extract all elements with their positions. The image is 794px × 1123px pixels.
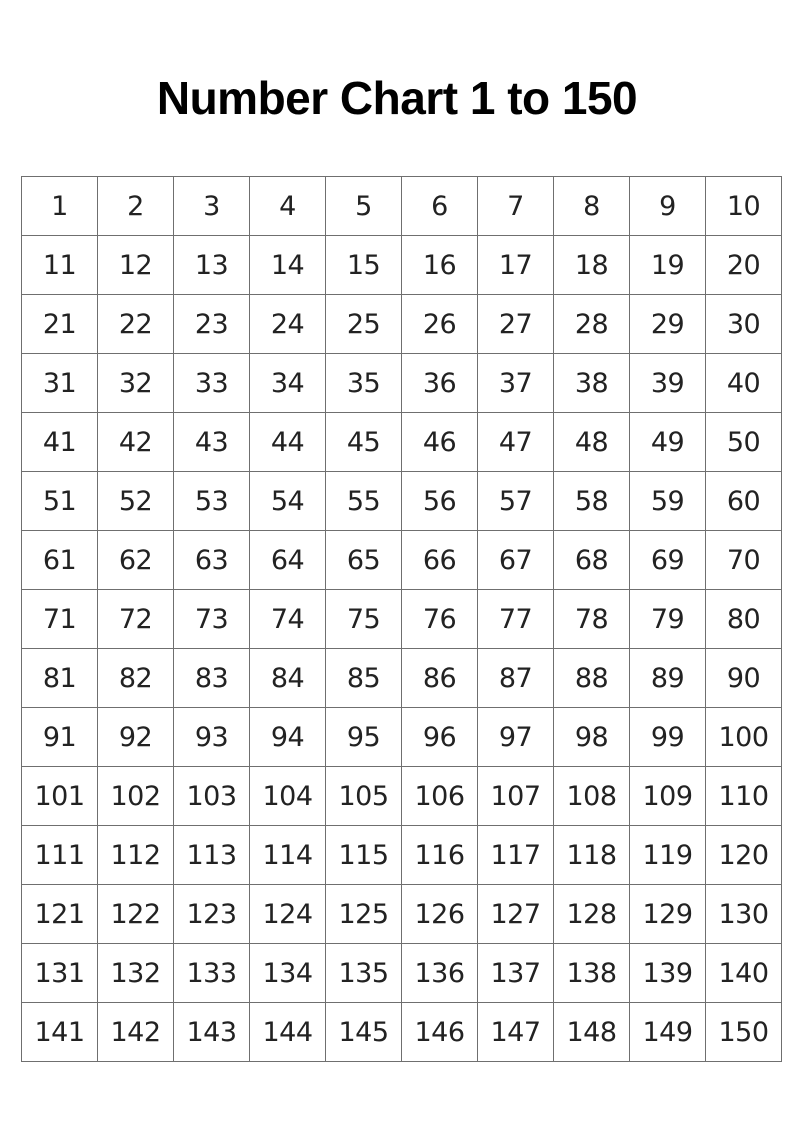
number-cell: 101 xyxy=(22,767,98,826)
number-cell: 116 xyxy=(402,826,478,885)
grid-row xyxy=(22,767,782,826)
number-cell: 96 xyxy=(402,708,478,767)
number-cell: 82 xyxy=(98,649,174,708)
number-cell: 27 xyxy=(478,295,554,354)
number-cell: 99 xyxy=(630,708,706,767)
number-cell: 23 xyxy=(174,295,250,354)
grid-row xyxy=(22,236,782,295)
number-cell: 8 xyxy=(554,177,630,236)
number-cell: 57 xyxy=(478,472,554,531)
number-cell: 61 xyxy=(22,531,98,590)
number-cell: 81 xyxy=(22,649,98,708)
number-cell: 21 xyxy=(22,295,98,354)
number-cell: 79 xyxy=(630,590,706,649)
number-cell: 67 xyxy=(478,531,554,590)
number-cell: 145 xyxy=(326,1003,402,1062)
number-cell: 6 xyxy=(402,177,478,236)
number-cell: 143 xyxy=(174,1003,250,1062)
number-cell: 46 xyxy=(402,413,478,472)
number-grid xyxy=(21,176,782,1062)
number-cell: 85 xyxy=(326,649,402,708)
number-cell: 45 xyxy=(326,413,402,472)
number-cell: 31 xyxy=(22,354,98,413)
number-cell: 68 xyxy=(554,531,630,590)
grid-row xyxy=(22,826,782,885)
number-cell: 11 xyxy=(22,236,98,295)
number-cell: 37 xyxy=(478,354,554,413)
number-cell: 129 xyxy=(630,885,706,944)
grid-row xyxy=(22,354,782,413)
number-cell: 149 xyxy=(630,1003,706,1062)
number-cell: 136 xyxy=(402,944,478,1003)
number-cell: 24 xyxy=(250,295,326,354)
number-cell: 3 xyxy=(174,177,250,236)
number-cell: 123 xyxy=(174,885,250,944)
number-cell: 137 xyxy=(478,944,554,1003)
number-cell: 106 xyxy=(402,767,478,826)
number-cell: 113 xyxy=(174,826,250,885)
number-cell: 12 xyxy=(98,236,174,295)
number-cell: 89 xyxy=(630,649,706,708)
number-cell: 91 xyxy=(22,708,98,767)
number-cell: 84 xyxy=(250,649,326,708)
number-cell: 43 xyxy=(174,413,250,472)
number-cell: 41 xyxy=(22,413,98,472)
number-cell: 73 xyxy=(174,590,250,649)
number-cell: 25 xyxy=(326,295,402,354)
number-cell: 148 xyxy=(554,1003,630,1062)
number-cell: 59 xyxy=(630,472,706,531)
number-cell: 5 xyxy=(326,177,402,236)
number-cell: 104 xyxy=(250,767,326,826)
number-cell: 35 xyxy=(326,354,402,413)
number-cell: 110 xyxy=(706,767,782,826)
grid-row xyxy=(22,649,782,708)
number-cell: 130 xyxy=(706,885,782,944)
number-cell: 103 xyxy=(174,767,250,826)
number-cell: 92 xyxy=(98,708,174,767)
number-cell: 115 xyxy=(326,826,402,885)
number-cell: 2 xyxy=(98,177,174,236)
grid-row xyxy=(22,885,782,944)
number-cell: 50 xyxy=(706,413,782,472)
number-cell: 58 xyxy=(554,472,630,531)
number-cell: 13 xyxy=(174,236,250,295)
number-cell: 20 xyxy=(706,236,782,295)
grid-row xyxy=(22,590,782,649)
number-cell: 125 xyxy=(326,885,402,944)
number-cell: 94 xyxy=(250,708,326,767)
number-cell: 146 xyxy=(402,1003,478,1062)
number-cell: 117 xyxy=(478,826,554,885)
number-cell: 121 xyxy=(22,885,98,944)
number-cell: 33 xyxy=(174,354,250,413)
number-cell: 29 xyxy=(630,295,706,354)
number-cell: 107 xyxy=(478,767,554,826)
number-cell: 53 xyxy=(174,472,250,531)
number-cell: 83 xyxy=(174,649,250,708)
number-cell: 18 xyxy=(554,236,630,295)
number-cell: 49 xyxy=(630,413,706,472)
number-cell: 16 xyxy=(402,236,478,295)
number-cell: 62 xyxy=(98,531,174,590)
number-cell: 40 xyxy=(706,354,782,413)
number-cell: 38 xyxy=(554,354,630,413)
number-cell: 54 xyxy=(250,472,326,531)
number-cell: 17 xyxy=(478,236,554,295)
number-cell: 26 xyxy=(402,295,478,354)
number-cell: 150 xyxy=(706,1003,782,1062)
number-cell: 112 xyxy=(98,826,174,885)
number-cell: 56 xyxy=(402,472,478,531)
number-cell: 131 xyxy=(22,944,98,1003)
number-cell: 69 xyxy=(630,531,706,590)
number-cell: 76 xyxy=(402,590,478,649)
number-cell: 63 xyxy=(174,531,250,590)
number-cell: 39 xyxy=(630,354,706,413)
number-cell: 95 xyxy=(326,708,402,767)
number-cell: 118 xyxy=(554,826,630,885)
number-cell: 127 xyxy=(478,885,554,944)
number-cell: 22 xyxy=(98,295,174,354)
grid-row xyxy=(22,413,782,472)
number-cell: 109 xyxy=(630,767,706,826)
number-cell: 72 xyxy=(98,590,174,649)
number-cell: 77 xyxy=(478,590,554,649)
number-cell: 97 xyxy=(478,708,554,767)
number-cell: 71 xyxy=(22,590,98,649)
number-cell: 139 xyxy=(630,944,706,1003)
number-cell: 124 xyxy=(250,885,326,944)
number-cell: 135 xyxy=(326,944,402,1003)
grid-row xyxy=(22,472,782,531)
number-cell: 142 xyxy=(98,1003,174,1062)
number-cell: 147 xyxy=(478,1003,554,1062)
number-cell: 132 xyxy=(98,944,174,1003)
number-cell: 114 xyxy=(250,826,326,885)
number-cell: 141 xyxy=(22,1003,98,1062)
number-cell: 51 xyxy=(22,472,98,531)
number-cell: 108 xyxy=(554,767,630,826)
grid-row xyxy=(22,944,782,1003)
number-cell: 133 xyxy=(174,944,250,1003)
number-cell: 80 xyxy=(706,590,782,649)
number-cell: 60 xyxy=(706,472,782,531)
number-grid-body xyxy=(22,177,782,1062)
number-cell: 93 xyxy=(174,708,250,767)
number-cell: 78 xyxy=(554,590,630,649)
number-cell: 105 xyxy=(326,767,402,826)
grid-row xyxy=(22,295,782,354)
number-cell: 75 xyxy=(326,590,402,649)
number-cell: 144 xyxy=(250,1003,326,1062)
number-cell: 88 xyxy=(554,649,630,708)
number-cell: 32 xyxy=(98,354,174,413)
number-cell: 119 xyxy=(630,826,706,885)
number-cell: 64 xyxy=(250,531,326,590)
number-cell: 66 xyxy=(402,531,478,590)
number-cell: 28 xyxy=(554,295,630,354)
number-cell: 42 xyxy=(98,413,174,472)
number-cell: 55 xyxy=(326,472,402,531)
number-cell: 52 xyxy=(98,472,174,531)
number-cell: 65 xyxy=(326,531,402,590)
grid-row xyxy=(22,531,782,590)
number-cell: 111 xyxy=(22,826,98,885)
number-cell: 87 xyxy=(478,649,554,708)
number-cell: 70 xyxy=(706,531,782,590)
number-cell: 140 xyxy=(706,944,782,1003)
number-cell: 44 xyxy=(250,413,326,472)
number-cell: 134 xyxy=(250,944,326,1003)
number-cell: 19 xyxy=(630,236,706,295)
number-cell: 90 xyxy=(706,649,782,708)
number-cell: 9 xyxy=(630,177,706,236)
grid-row xyxy=(22,177,782,236)
number-cell: 138 xyxy=(554,944,630,1003)
number-cell: 122 xyxy=(98,885,174,944)
number-cell: 36 xyxy=(402,354,478,413)
number-cell: 34 xyxy=(250,354,326,413)
number-cell: 128 xyxy=(554,885,630,944)
number-cell: 48 xyxy=(554,413,630,472)
number-cell: 14 xyxy=(250,236,326,295)
number-cell: 7 xyxy=(478,177,554,236)
grid-row xyxy=(22,1003,782,1062)
number-cell: 100 xyxy=(706,708,782,767)
number-cell: 47 xyxy=(478,413,554,472)
number-cell: 15 xyxy=(326,236,402,295)
number-cell: 98 xyxy=(554,708,630,767)
number-cell: 126 xyxy=(402,885,478,944)
page-title: Number Chart 1 to 150 xyxy=(156,72,638,124)
grid-row xyxy=(22,708,782,767)
number-cell: 74 xyxy=(250,590,326,649)
number-cell: 4 xyxy=(250,177,326,236)
number-cell: 10 xyxy=(706,177,782,236)
number-cell: 86 xyxy=(402,649,478,708)
number-cell: 120 xyxy=(706,826,782,885)
number-cell: 102 xyxy=(98,767,174,826)
number-cell: 30 xyxy=(706,295,782,354)
number-cell: 1 xyxy=(22,177,98,236)
